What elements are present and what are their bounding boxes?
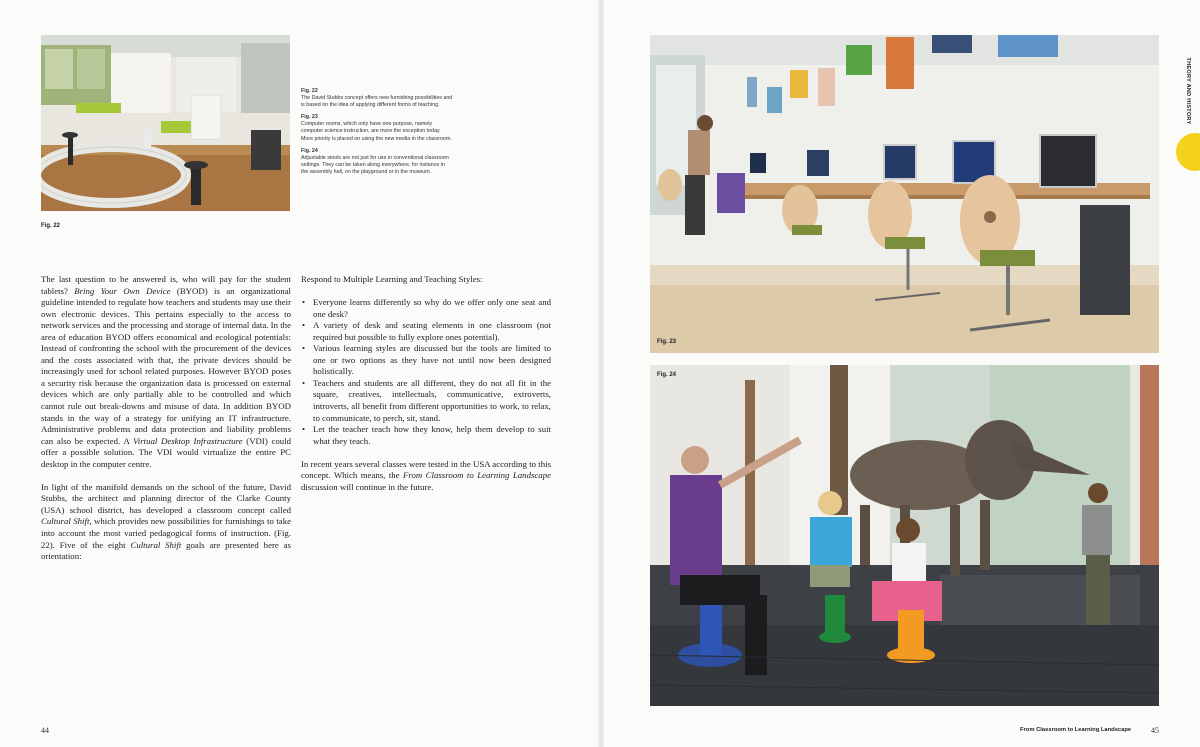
text-run: (BYOD) is an organizational guideline intended to regulate how teachers and students may use their own electronic devices. This pertains especially to the access to network services and the processing and storage of internal data. In the area of education BYOD offers economical and ecological potentials: Instead of confronting the school with the procurement of the devices and the costs associated with that, the private devices should be increasingly used for school related purposes. However BYOD poses a security risk because the organization data is processed on external devices which are only partially able to be controlled and which cannot rule out break-downs and misuse of data. In addition BYOD stands in the way of a strategy for unifying an IT infrastructure. Administrative problems and data protection and liability problems can also be expected. A	[41, 285, 291, 446]
running-head: From Classroom to Learning Landscape	[1020, 727, 1132, 733]
caption-title: Fig. 23	[301, 114, 318, 121]
page-gutter	[598, 0, 604, 747]
text-run: , which provides new possibilities for furnishings to take into account the most varied pedagogical forms of instruction. (Fig. 22). Five of the eight	[41, 516, 291, 550]
italic-term: Bring Your Own Device	[74, 285, 171, 296]
italic-term: From Classroom to Learning Landscape	[403, 470, 552, 481]
fig24-label: Fig. 24	[657, 372, 677, 378]
caption-fig22	[301, 88, 453, 109]
caption-title: Fig. 22	[301, 88, 318, 94]
fig23-computer-room-photo	[650, 35, 1159, 353]
list-heading: Respond to Multiple Learning and Teaching Styles:	[301, 274, 483, 284]
list-item: • Various learning styles are discussed but the tools are limited to one or two options as they have not until now been designed holistically.	[301, 343, 551, 378]
fig22-classroom-photo	[41, 35, 290, 211]
section-tab-label: THEORY AND HISTORY	[1185, 57, 1191, 125]
list-item: • Everyone learns differently so why do we offer only one seat and one desk?	[301, 297, 551, 320]
caption-fig23	[301, 114, 453, 142]
body-paragraph-cultural-shift	[41, 482, 291, 563]
text-run: (VDI) could offer a possible solution. The VDI would virtualize the entire PC desktop in the computer centre.	[41, 435, 292, 469]
text-run: The last question to be answered is, who will pay for the student tablets?	[41, 274, 291, 296]
goals-list	[301, 297, 551, 447]
body-column-left	[41, 274, 291, 574]
text-run: discussion will continue in the future.	[301, 481, 434, 492]
page-number-left: 44	[41, 726, 49, 735]
caption-text: Adjustable stools are not just for use in conventional classroom settings. They can be taken along everywhere, for instance in the assembly hall, on the playground or in the museum.	[301, 154, 449, 175]
fig24-museum-photo	[650, 365, 1159, 706]
italic-term: Virtual Desktop Infrastructure	[133, 435, 243, 446]
list-item: • A variety of desk and seating elements in one classroom (not required but possible to fully explore ones potential).	[301, 320, 551, 343]
caption-fig24	[301, 148, 453, 176]
italic-term: Cultural Shift	[130, 539, 182, 550]
list-item: • Teachers and students are all different, they do not all fit in the square, creatives, intellectuals, communicative, extroverts, introverts, all benefit from different opportunities to work, to relax, to communicate, to perch, sit, stand.	[301, 378, 551, 424]
text-run: In light of the manifold demands on the school of the future, David Stubbs, the architect and planning director of the Clarke County (USA) school district, has developed a classroom concept called	[41, 481, 291, 515]
fig22-label: Fig. 22	[41, 223, 61, 229]
fig23-label: Fig. 23	[657, 339, 677, 345]
italic-term: Cultural Shift	[41, 516, 90, 527]
text-run: goals are presented here as orientation:	[41, 539, 291, 562]
list-item: • Let the teacher teach how they know, help them develop to suit what they teach.	[301, 424, 551, 447]
figure-captions	[301, 88, 453, 181]
caption-text: The David Stubbs concept offers new furnishing possibilities and is based on the idea of applying different forms of teaching.	[301, 95, 453, 109]
page-number-right: 45	[1151, 726, 1159, 735]
body-column-right	[301, 274, 551, 505]
section-marker-dot	[1176, 133, 1200, 171]
caption-text: Computer rooms, which only have one purpose, namely computer science instruction, are more the exception today. More priority is placed on using the new media in the classroom.	[301, 121, 452, 142]
text-run: In recent years several classes were tested in the USA according to this concept. Which means, the	[301, 458, 551, 481]
closing-paragraph	[301, 459, 551, 494]
section-side-tab	[1183, 54, 1193, 134]
caption-title: Fig. 24	[301, 147, 318, 154]
body-paragraph-byod	[41, 274, 291, 470]
